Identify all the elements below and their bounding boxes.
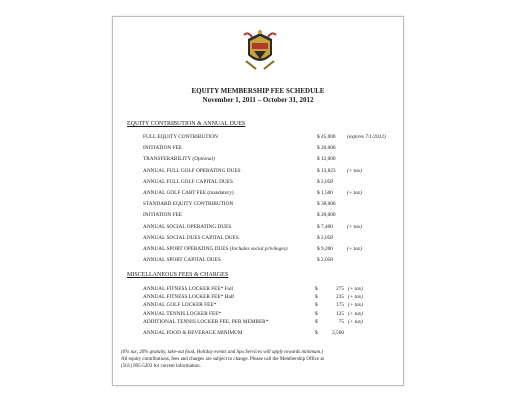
section-heading-misc: MISCELLANEOUS FEES & CHARGES bbox=[127, 272, 229, 278]
club-crest-icon bbox=[242, 29, 278, 71]
fee-note: (+ tax) bbox=[347, 246, 362, 252]
fee-row bbox=[113, 167, 403, 176]
fee-amount: $ 7,400 bbox=[317, 223, 333, 230]
fee-label: ANNUAL FULL GOLF OPERATING DUES bbox=[143, 167, 241, 174]
fee-label: ANNUAL FULL GOLF CAPITAL DUES bbox=[143, 178, 233, 185]
misc-fee-label: ANNUAL FITNESS LOCKER FEE* Half bbox=[143, 294, 235, 301]
fee-row bbox=[113, 256, 403, 265]
fee-label: INITIATION FEE bbox=[143, 145, 182, 152]
misc-fee-currency: $ bbox=[315, 302, 318, 309]
fee-row bbox=[113, 200, 403, 209]
fee-row bbox=[113, 189, 403, 198]
footnote-change-notice: All equity contributions, fees and charges are subject to change. Please call the Membership Office at bbox=[121, 357, 324, 362]
fee-row bbox=[113, 133, 403, 142]
fee-amount: $ 12,000 bbox=[317, 156, 336, 163]
misc-fee-note: (+ tax) bbox=[348, 302, 363, 309]
fee-label: ANNUAL GOLF CART FEE (mandatory) bbox=[143, 190, 234, 196]
misc-fee-note: (+ tax) bbox=[348, 318, 363, 325]
fee-amount: $ 9,200 bbox=[317, 246, 333, 252]
misc-fee-note: (+ tax) bbox=[348, 294, 363, 301]
fee-row bbox=[113, 211, 403, 220]
fee-amount: $ 1,500 bbox=[317, 190, 333, 196]
fee-amount: $ 13,823 bbox=[317, 167, 336, 174]
section-heading-equity: EQUITY CONTRIBUTION & ANNUAL DUES bbox=[127, 121, 246, 127]
fee-row bbox=[113, 155, 403, 164]
fee-amount: $ 2,058 bbox=[317, 178, 333, 185]
fee-amount: $ 45,000 bbox=[317, 134, 336, 140]
document-date-range: November 1, 2011 – October 31, 2012 bbox=[202, 96, 314, 104]
fee-amount: $ 20,000 bbox=[317, 212, 336, 219]
fee-note: (+ tax) bbox=[347, 190, 362, 196]
misc-fee-currency: $ bbox=[315, 294, 318, 301]
fee-row bbox=[113, 223, 403, 232]
misc-fee-row bbox=[113, 318, 403, 327]
misc-fee-amount: 175 bbox=[336, 302, 344, 309]
fee-amount: $ 20,000 bbox=[317, 145, 336, 152]
fee-amount: $ 2,058 bbox=[317, 257, 333, 264]
fee-note: (+ tax) bbox=[347, 167, 362, 174]
footnote-contact: (561) 995-5203 for current information. bbox=[121, 364, 201, 369]
fee-label: FULL EQUITY CONTRIBUTION bbox=[143, 134, 218, 140]
fee-amount: $ 2,058 bbox=[317, 234, 333, 241]
fee-label: INITIATION FEE bbox=[143, 212, 182, 219]
misc-fee-currency: $ bbox=[315, 310, 318, 317]
misc-fee-label: ANNUAL TENNIS LOCKER FEE* bbox=[143, 310, 222, 317]
fee-note: (expires 7/1/2012) bbox=[347, 134, 386, 140]
fee-label: ANNUAL SOCIAL OPERATING DUES bbox=[143, 223, 232, 230]
fee-note: (+ tax) bbox=[347, 223, 362, 230]
fee-label: ANNUAL SPORT OPERATING DUES (Includes social privileges) bbox=[143, 246, 288, 252]
fee-row bbox=[113, 144, 403, 153]
misc-fee-note: (+ tax) bbox=[348, 310, 363, 317]
misc-fee-amount: 75 bbox=[338, 318, 344, 325]
document-title: EQUITY MEMBERSHIP FEE SCHEDULE bbox=[191, 87, 325, 95]
fee-label: ANNUAL SOCIAL DUES CAPITAL DUES bbox=[143, 234, 239, 241]
misc-fee-row bbox=[113, 329, 403, 338]
misc-fee-currency: $ bbox=[315, 318, 318, 325]
fee-row bbox=[113, 234, 403, 243]
misc-fee-label: ANNUAL GOLF LOCKER FEE* bbox=[143, 302, 217, 309]
footnote bbox=[121, 349, 397, 370]
misc-fee-note: (+ tax) bbox=[348, 286, 363, 292]
misc-fee-label: ANNUAL FITNESS LOCKER FEE* Full bbox=[143, 286, 234, 292]
misc-fee-amount: 125 bbox=[336, 310, 344, 317]
misc-fee-currency: $ bbox=[315, 330, 318, 336]
fee-amount: $ 38,000 bbox=[317, 201, 336, 208]
misc-fee-amount: 235 bbox=[336, 294, 344, 301]
fee-schedule-document bbox=[112, 16, 404, 386]
fee-row bbox=[113, 178, 403, 187]
misc-fee-amount: 2,500 bbox=[332, 330, 344, 336]
fee-label: STANDARD EQUITY CONTRIBUTION bbox=[143, 201, 234, 208]
fee-row bbox=[113, 245, 403, 254]
misc-fee-label: ADDITIONAL TENNIS LOCKER FEE, PER MEMBER* bbox=[143, 318, 269, 325]
misc-fee-currency: $ bbox=[315, 286, 318, 292]
footnote-tax-note: (6% tax, 20% gratuity, take-out food, Holiday events and Spa Services will apply towards minimum.) bbox=[121, 350, 324, 355]
misc-fee-amount: 275 bbox=[336, 286, 344, 292]
misc-fee-label: ANNUAL FOOD & BEVERAGE MINIMUM bbox=[143, 330, 243, 336]
fee-label: ANNUAL SPORT CAPITAL DUES bbox=[143, 257, 221, 264]
fee-label: TRANSFERABILITY (Optional) bbox=[143, 156, 215, 163]
